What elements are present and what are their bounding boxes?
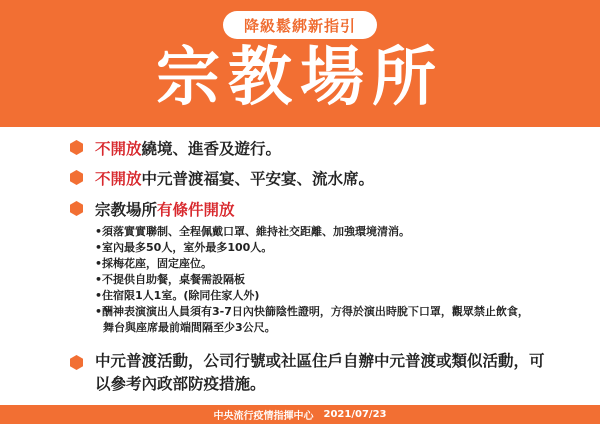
hexagon-bullet-icon: [70, 140, 83, 155]
point-conditional-open: [95, 198, 235, 220]
conditions-list: [95, 224, 535, 336]
point-prefix: 宗教場所: [95, 201, 158, 219]
point-highlight: 有條件開放: [157, 201, 235, 219]
footer-bar: [0, 405, 600, 424]
point-highlight: 不開放: [95, 140, 142, 158]
point-ghost-festival: 中元普渡活動，公司行號或社區住戶自辦中元普渡或類似活動，可以參考內政部防疫措施。: [95, 352, 545, 393]
footer-org: 中央流行疫情指揮中心: [213, 411, 314, 422]
hexagon-bullet-icon: [70, 170, 83, 185]
point-text: 繞境、進香及遊行。: [141, 140, 282, 158]
hexagon-bullet-icon: [70, 355, 83, 370]
header-banner: [0, 0, 600, 127]
list-item: •須落實實聯制、全程佩戴口罩、維持社交距離、加強環境清消。: [95, 225, 411, 238]
point-no-procession: [95, 137, 281, 159]
point-highlight: 不開放: [95, 170, 142, 188]
hexagon-bullet-icon: [70, 201, 83, 216]
page-title: 宗教場所: [156, 41, 444, 115]
list-item: •採梅花座，固定座位。: [95, 257, 213, 270]
list-item: •住宿限1人1室。(除同住家人外): [95, 289, 260, 302]
footer-date: 2021/07/23: [323, 409, 387, 420]
guideline-tag: 降級鬆綁新指引: [223, 11, 377, 39]
list-item: •不提供自助餐，桌餐需設隔板: [95, 273, 246, 286]
list-item: •室內最多50人，室外最多100人。: [95, 241, 273, 254]
point-no-banquet: [95, 167, 374, 189]
point-text: 中元普渡福宴、平安宴、流水席。: [141, 170, 375, 188]
list-item: •酬神表演演出人員須有3-7日內快篩陰性證明，方得於演出時脫下口罩，觀眾禁止飲食，舞台與座席最前端間隔至少3公尺。: [95, 305, 529, 334]
